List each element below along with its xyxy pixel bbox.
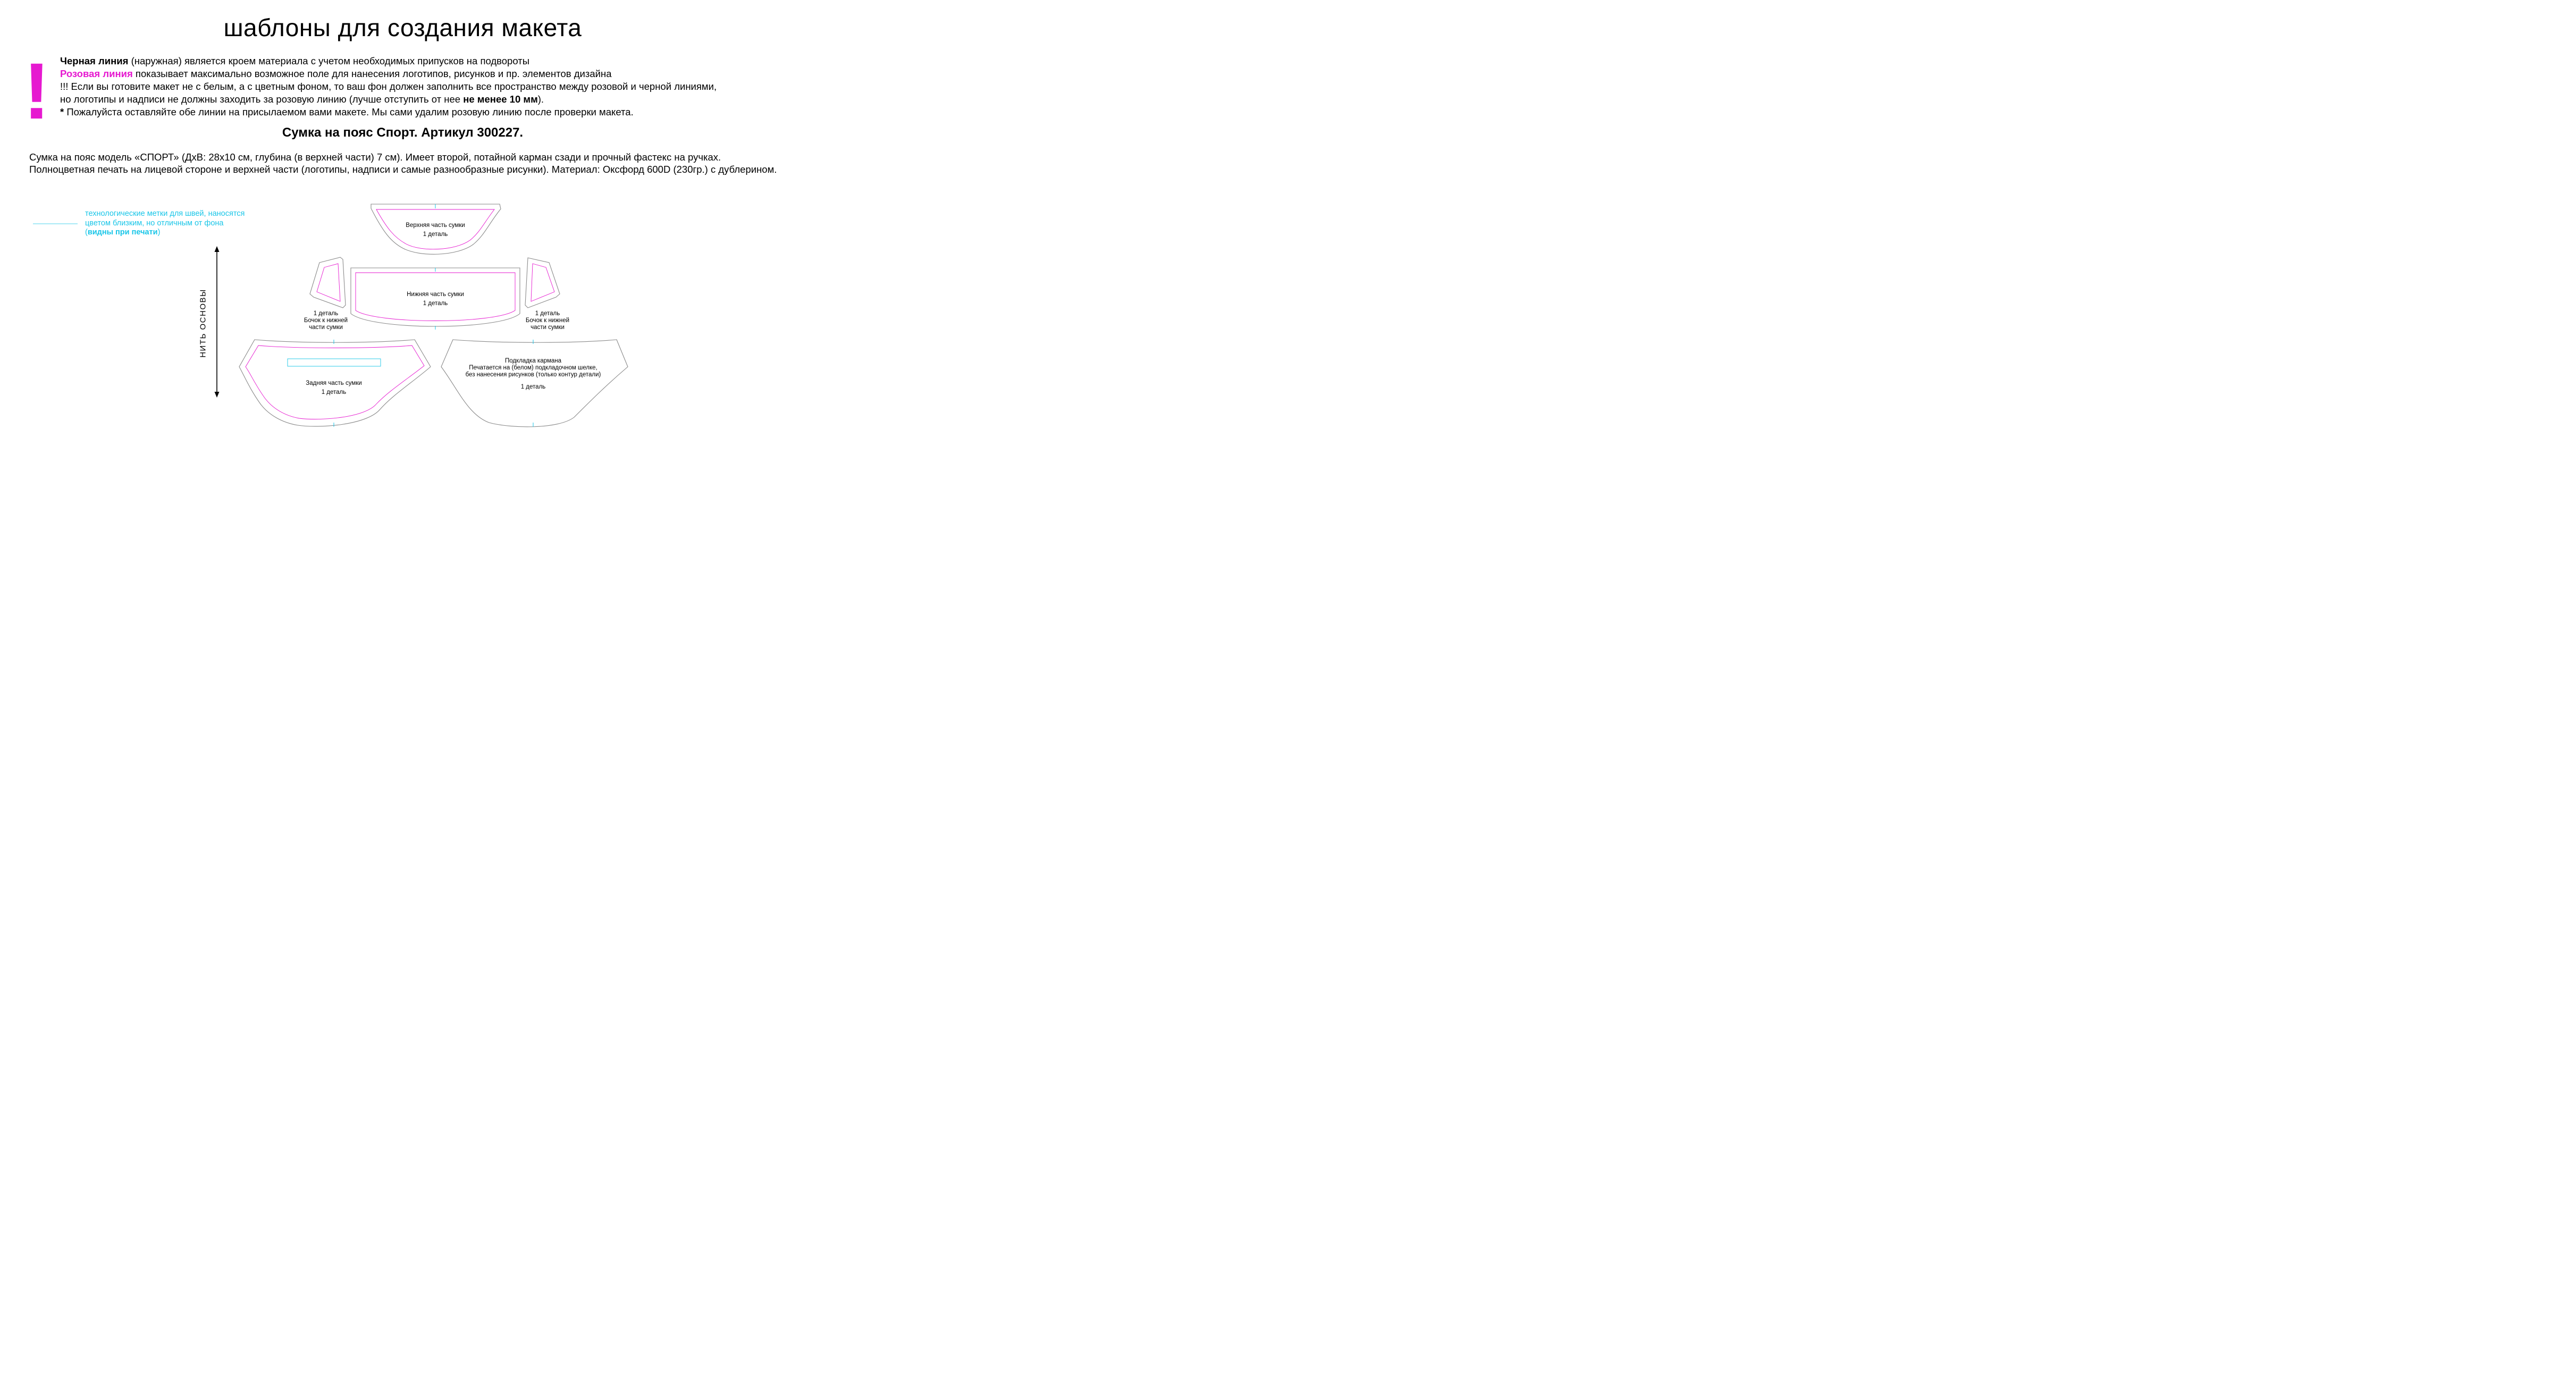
side-right-name-2: части сумки — [531, 324, 565, 331]
lining-piece-note-1: Печатается на (белом) подкладочном шелке, — [469, 365, 597, 371]
side-left-name-1: Бочок к нижней — [304, 317, 348, 324]
note-background: !!! Если вы готовите макет не с белым, а с цветным фоном, то ваш фон должен заполнить все пространство между розовой и черной линиями, — [60, 81, 717, 92]
top-piece-count: 1 деталь — [423, 231, 448, 238]
note-margin-end: ). — [537, 94, 544, 105]
note-black-line-label: Черная линия — [60, 55, 129, 66]
side-left-name-2: части сумки — [309, 324, 343, 331]
side-right-count: 1 деталь — [535, 310, 560, 317]
marks-legend-open: ( — [85, 228, 88, 237]
note-black-line-text: (наружная) является кроем материала с учетом необходимых припусков на подвороты — [128, 55, 529, 66]
note-pink-line-text: показывает максимально возможное поле для нанесения логотипов, рисунков и пр. элементов дизайна — [132, 68, 612, 79]
grain-arrow-icon — [215, 246, 220, 398]
note-keep-lines-text: Пожалуйста оставляйте обе линии на присылаемом вами макете. Мы сами удалим розовую линию после проверки макета. — [64, 106, 634, 117]
exclamation-icon: ! — [23, 46, 50, 136]
lining-piece-label — [466, 358, 601, 391]
note-star: * — [60, 106, 64, 117]
product-title: Сумка на пояс Спорт. Артикул 300227. — [282, 125, 524, 140]
lining-piece-count: 1 деталь — [520, 384, 546, 390]
bottom-piece-label — [407, 290, 464, 308]
back-piece-name: Задняя часть сумки — [306, 380, 362, 386]
marks-legend-line-1: технологические метки для швей, наносятся — [85, 209, 245, 218]
top-piece-label — [406, 221, 465, 239]
note-pink-line-label: Розовая линия — [60, 68, 133, 79]
marks-legend-bold: видны при печати — [87, 228, 158, 237]
lining-piece-note-2: без нанесения рисунков (только контур детали) — [465, 372, 601, 378]
note-margin-start: но логотипы и надписи не должны заходить за розовую линию (лучше отступить от нее — [60, 94, 464, 105]
bottom-piece-name: Нижняя часть сумки — [407, 291, 464, 298]
marks-legend-close: ) — [157, 228, 161, 237]
back-piece-count: 1 деталь — [321, 389, 347, 395]
lining-piece-name: Подкладка кармана — [504, 358, 562, 364]
side-right-name-1: Бочок к нижней — [525, 317, 570, 324]
page-title: шаблоны для создания макета — [223, 14, 582, 41]
marks-legend-line-2: цветом близким, но отличным от фона — [85, 218, 224, 228]
product-description-line-1: Сумка на пояс модель «СПОРТ» (ДхВ: 28х10 см, глубина (в верхней части) 7 см). Имеет второй, потайной карман сзади и прочный фастекс на ручках. — [29, 151, 721, 163]
product-description-line-2: Полноцветная печать на лицевой стороне и верхней части (логотипы, надписи и самые разнообразные рисунки). Материал: Оксфорд 600D (230гр.) с дублерином. — [29, 164, 777, 175]
grain-label: НИТЬ ОСНОВЫ — [198, 289, 208, 358]
back-piece-label — [306, 379, 361, 397]
side-right-label — [526, 310, 569, 331]
note-margin-bold: не менее 10 мм — [463, 94, 538, 105]
side-left-label — [304, 310, 348, 331]
bottom-piece-count: 1 деталь — [423, 300, 448, 307]
top-piece-name: Верхняя часть сумки — [406, 222, 465, 229]
pattern-side-right-piece — [525, 258, 560, 308]
pattern-side-left-piece — [310, 257, 346, 308]
side-left-count: 1 деталь — [313, 310, 339, 317]
